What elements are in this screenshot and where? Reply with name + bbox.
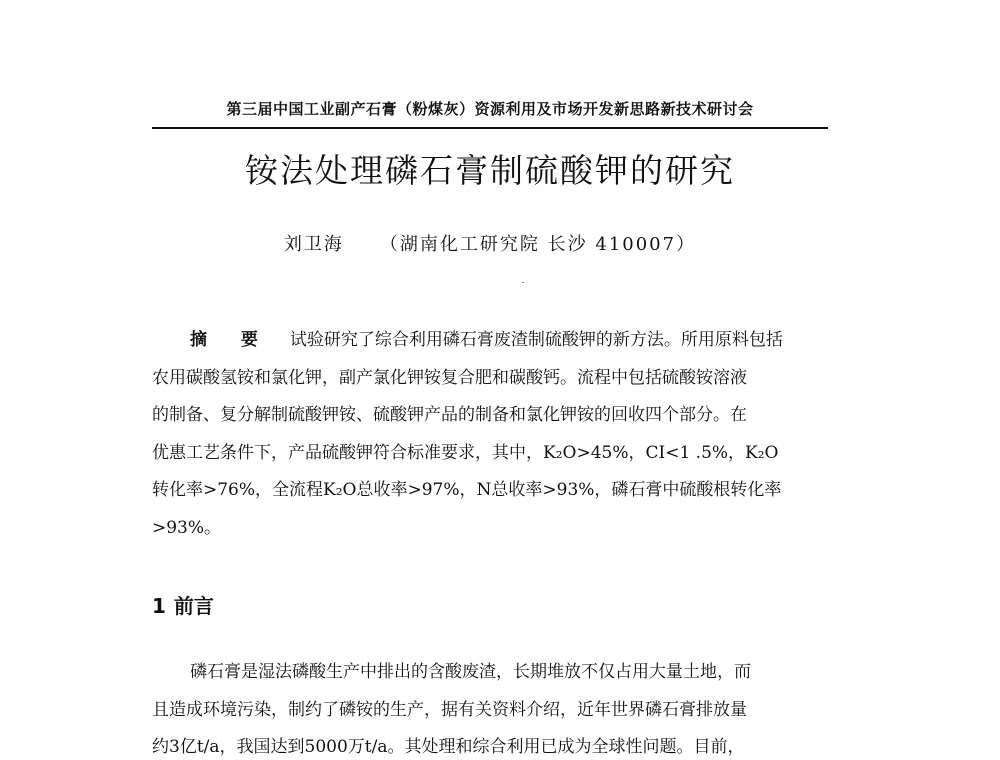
abstract-line: 的制备、复分解制硫酸钾铵、硫酸钾产品的制备和氯化钾铵的回收四个部分。在: [152, 405, 747, 426]
abstract-line: >93%。: [152, 517, 222, 538]
body-line-text: 磷石膏是湿法磷酸生产中排出的含酸废渣，长期堆放不仅占用大量土地，而: [190, 662, 751, 682]
abstract-label: 摘 要: [190, 330, 272, 350]
body-line: 且造成环境污染，制约了磷铵的生产，据有关资料介绍，近年世界磷石膏排放量: [152, 699, 747, 720]
abstract-line: 优惠工艺条件下，产品硫酸钾符合标准要求，其中，K₂O>45%，CI<1 .5%，K₂O: [152, 442, 779, 463]
abstract: [152, 322, 828, 548]
abstract-line: [152, 322, 828, 360]
scan-speck: [522, 282, 524, 283]
byline: [152, 230, 828, 256]
paper-title: 铵法处理磷石膏制硫酸钾的研究: [245, 151, 735, 190]
section-heading: [152, 590, 214, 619]
section-title: 前言: [173, 594, 214, 618]
abstract-line: 农用碳酸氢铵和氯化钾，副产氯化钾铵复合肥和碳酸钙。流程中包括硫酸铵溶液: [152, 367, 747, 388]
author-name: 刘卫海: [283, 234, 344, 255]
body-line: 约3亿t/a，我国达到5000万t/a。其处理和综合利用已成为全球性问题。目前，: [152, 737, 745, 758]
header-rule: [152, 127, 828, 129]
body-line: [152, 654, 828, 692]
running-head: 第三届中国工业副产石膏（粉煤灰）资源利用及市场开发新思路新技术研讨会: [226, 100, 754, 118]
abstract-line-text: 试验研究了综合利用磷石膏废渣制硫酸钾的新方法。所用原料包括: [289, 330, 783, 350]
section-number: 1: [152, 594, 166, 618]
abstract-line: 转化率>76%，全流程K₂O总收率>97%，N总收率>93%，磷石膏中硫酸根转化率: [152, 480, 782, 501]
author-affiliation: （湖南化工研究院 长沙 410007）: [379, 234, 697, 255]
body-paragraph: [152, 654, 828, 760]
